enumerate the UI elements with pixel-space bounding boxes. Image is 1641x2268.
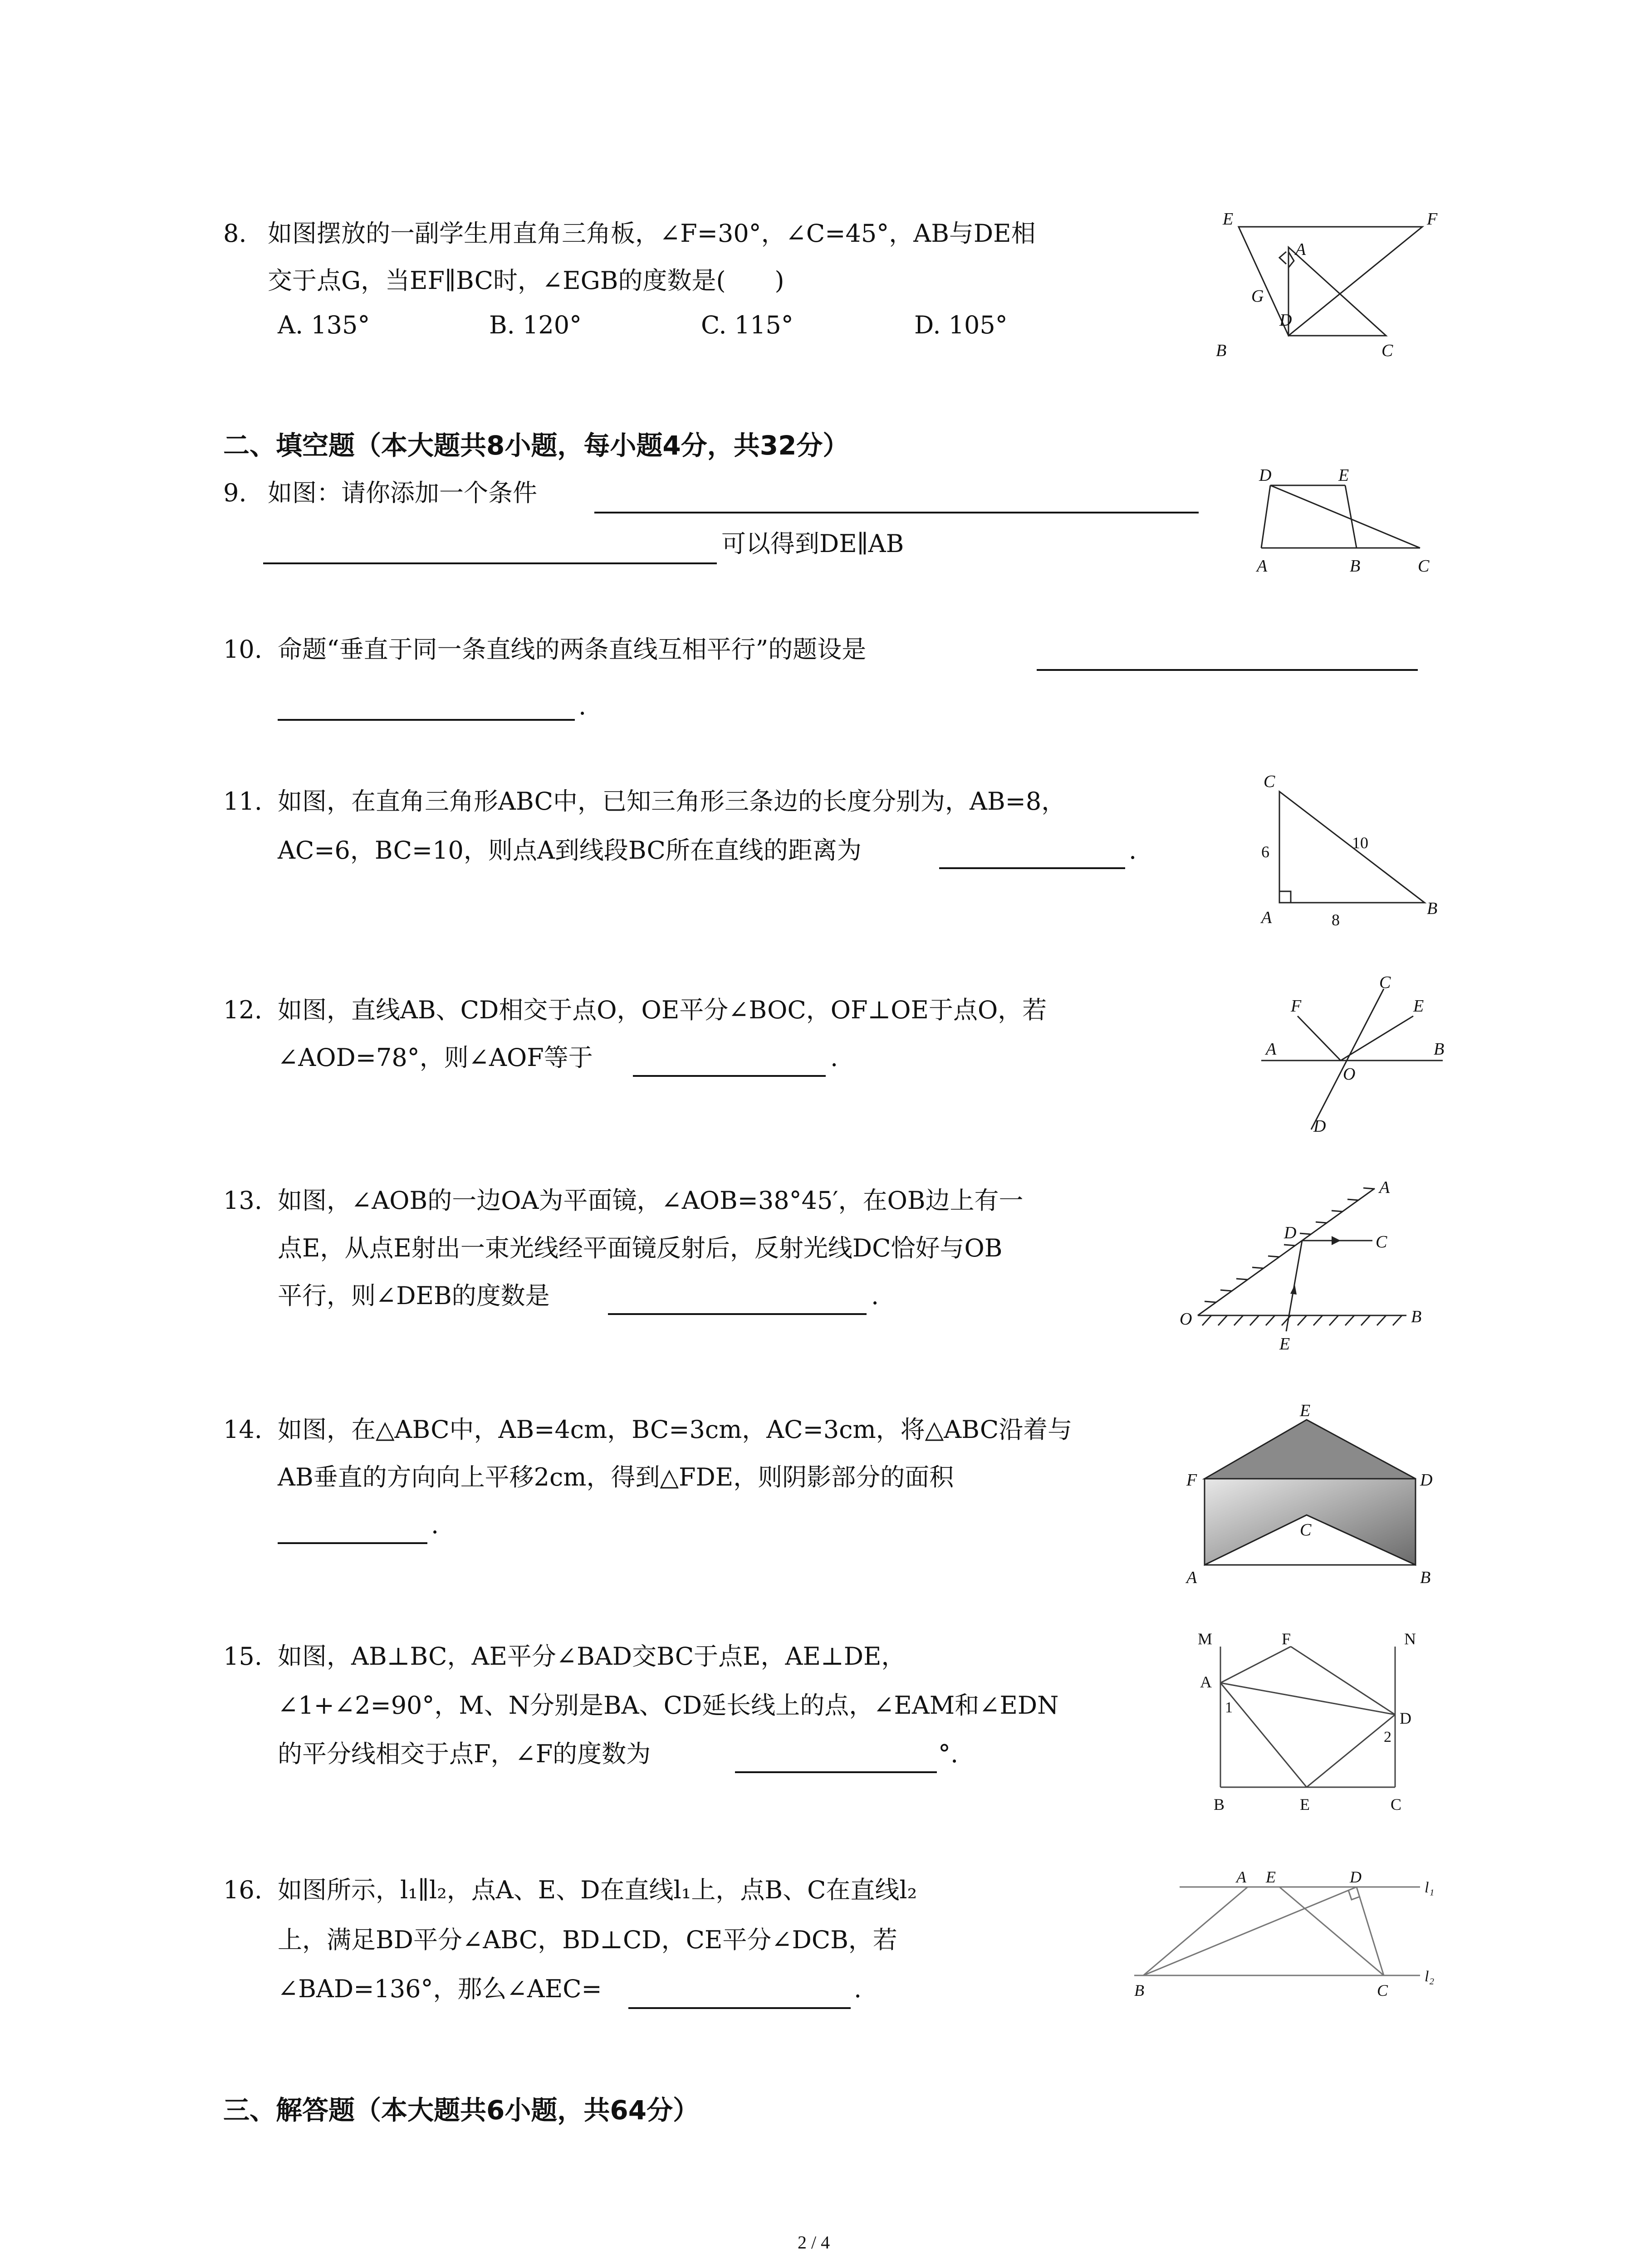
q12-label-b: B — [1434, 1040, 1445, 1059]
q9-label-c: C — [1418, 557, 1430, 576]
q9-line1: 如图：请你添加一个条件 — [268, 479, 537, 507]
q11-blank[interactable] — [939, 867, 1125, 869]
q15-label-e: E — [1300, 1795, 1310, 1813]
q12-label-e: E — [1413, 997, 1424, 1016]
q8-option-b: B. 120° — [489, 311, 582, 339]
section-2-heading: 二、填空题（本大题共8小题，每小题4分，共32分） — [223, 430, 849, 461]
q11-line2-suffix: . — [1129, 836, 1137, 865]
q11-label-a: A — [1261, 908, 1272, 927]
q12-number: 12. — [223, 996, 262, 1024]
q8-label-f: F — [1427, 210, 1438, 229]
q12-line1: 如图，直线AB、CD相交于点O，OE平分∠BOC，OF⊥OE于点O，若 — [278, 996, 1047, 1024]
q13-blank[interactable] — [608, 1313, 867, 1315]
q12-line2: ∠AOD=78°，则∠AOF等于 — [278, 1043, 593, 1072]
q14-label-c: C — [1300, 1520, 1312, 1540]
q11-line1: 如图，在直角三角形ABC中，已知三角形三条边的长度分别为，AB=8， — [278, 787, 1066, 816]
q14-line1: 如图，在△ABC中，AB=4cm，BC=3cm，AC=3cm，将△ABC沿着与 — [278, 1415, 1073, 1444]
q9-label-d: D — [1259, 466, 1272, 485]
q13-label-e: E — [1279, 1334, 1290, 1354]
q16-number: 16. — [223, 1876, 262, 1904]
q8-label-b: B — [1216, 341, 1227, 360]
q16-line2: 上，满足BD平分∠ABC，BD⊥CD，CE平分∠DCB，若 — [278, 1926, 897, 1954]
q14-label-f: F — [1186, 1471, 1197, 1490]
q12-label-f: F — [1291, 997, 1302, 1016]
q15-label-m: M — [1198, 1630, 1213, 1648]
q8-option-a: A. 135° — [278, 311, 370, 339]
q9-figure — [1243, 463, 1443, 581]
q11-label-8: 8 — [1332, 911, 1340, 929]
q8-label-e: E — [1223, 210, 1234, 229]
q8-figure — [1198, 204, 1452, 376]
q16-label-e: E — [1266, 1868, 1276, 1886]
q15-line2: ∠1+∠2=90°，M、N分别是BA、CD延长线上的点，∠EAM和∠EDN — [278, 1691, 1059, 1720]
q9-number: 9. — [223, 479, 247, 507]
q12-label-a: A — [1266, 1040, 1277, 1059]
q8-label-a: A — [1295, 240, 1306, 259]
q16-line3-suffix: . — [854, 1975, 862, 2003]
q14-label-e: E — [1300, 1401, 1311, 1420]
q13-line3: 平行，则∠DEB的度数是 — [278, 1281, 550, 1310]
q8-option-d: D. 105° — [914, 311, 1008, 339]
q16-line1: 如图所示，l₁∥l₂，点A、E、D在直线l₁上，点B、C在直线l₂ — [278, 1876, 917, 1904]
q16-label-a: A — [1236, 1868, 1246, 1886]
q9-label-e: E — [1338, 466, 1349, 485]
section-3-heading: 三、解答题（本大题共6小题，共64分） — [223, 2095, 700, 2126]
q11-figure — [1243, 767, 1452, 943]
q11-label-c: C — [1264, 772, 1275, 791]
q13-line3-suffix: . — [871, 1281, 879, 1310]
q10-blank-1[interactable] — [1037, 669, 1418, 671]
q15-line1: 如图，AB⊥BC，AE平分∠BAD交BC于点E，AE⊥DE， — [278, 1642, 906, 1671]
q13-line1: 如图，∠AOB的一边OA为平面镜，∠AOB=38°45′，在OB边上有一 — [278, 1186, 1024, 1215]
q12-label-o: O — [1343, 1065, 1356, 1084]
q15-label-n: N — [1404, 1630, 1416, 1648]
q12-line2-suffix: . — [830, 1043, 838, 1072]
q14-label-a: A — [1186, 1568, 1197, 1587]
q9-blank-1[interactable] — [594, 512, 1199, 513]
q15-label-b: B — [1214, 1795, 1225, 1813]
q15-figure — [1189, 1628, 1443, 1819]
q8-option-c: C. 115° — [701, 311, 794, 339]
q16-figure — [1125, 1864, 1452, 2009]
q10-line2-suffix: . — [578, 692, 587, 720]
q9-blank-2[interactable] — [263, 562, 717, 564]
q16-label-l1: l₁ — [1425, 1879, 1435, 1896]
q15-label-1: 1 — [1225, 1699, 1233, 1716]
q15-line3-suffix: °. — [938, 1740, 959, 1768]
q13-number: 13. — [223, 1186, 262, 1215]
q8-line1: 如图摆放的一副学生用直角三角板，∠F=30°，∠C=45°，AB与DE相 — [268, 219, 1036, 248]
q15-label-2: 2 — [1384, 1729, 1391, 1745]
q13-label-b: B — [1411, 1307, 1422, 1326]
q14-label-b: B — [1420, 1568, 1431, 1587]
q14-line2: AB垂直的方向向上平移2cm，得到△FDE，则阴影部分的面积 — [278, 1463, 954, 1491]
q8-line2: 交于点G，当EF∥BC时，∠EGB的度数是( ) — [268, 266, 784, 295]
q9-label-a: A — [1257, 557, 1268, 576]
q10-line1: 命题“垂直于同一条直线的两条直线互相平行”的题设是 — [278, 635, 867, 664]
q9-line2: 可以得到DE∥AB — [721, 529, 904, 558]
q13-label-a: A — [1379, 1178, 1390, 1197]
q15-blank[interactable] — [735, 1771, 937, 1773]
q11-label-6: 6 — [1261, 843, 1269, 861]
q9-label-b: B — [1350, 557, 1361, 576]
q8-label-d: D — [1279, 311, 1292, 330]
q15-label-c: C — [1391, 1795, 1402, 1813]
q16-blank[interactable] — [628, 2007, 851, 2009]
q13-label-o: O — [1180, 1310, 1192, 1329]
q14-figure — [1180, 1401, 1452, 1588]
q11-label-b: B — [1427, 899, 1438, 918]
q16-label-b: B — [1134, 1981, 1144, 1999]
q8-label-c: C — [1381, 341, 1393, 360]
q12-blank[interactable] — [633, 1075, 826, 1077]
q13-label-c: C — [1376, 1232, 1387, 1251]
q16-line3: ∠BAD=136°，那么∠AEC= — [278, 1975, 602, 2003]
q15-line3: 的平分线相交于点F，∠F的度数为 — [278, 1740, 651, 1768]
q15-label-d: D — [1400, 1709, 1411, 1727]
q11-label-10: 10 — [1352, 834, 1368, 852]
q16-label-l2: l₂ — [1425, 1968, 1435, 1985]
q13-line2: 点E，从点E射出一束光线经平面镜反射后，反射光线DC恰好与OB — [278, 1234, 1003, 1262]
q8-label-g: G — [1251, 287, 1264, 306]
q11-number: 11. — [223, 787, 262, 816]
q10-blank-2[interactable] — [278, 719, 575, 721]
q15-label-f: F — [1282, 1630, 1291, 1648]
q15-label-a: A — [1200, 1673, 1212, 1691]
q11-line2: AC=6，BC=10，则点A到线段BC所在直线的距离为 — [278, 836, 862, 865]
q16-label-d: D — [1350, 1868, 1362, 1886]
q12-figure — [1252, 975, 1461, 1139]
q13-label-d: D — [1284, 1223, 1297, 1242]
q13-figure — [1180, 1175, 1452, 1356]
q16-label-c: C — [1377, 1981, 1388, 1999]
q14-blank[interactable] — [278, 1542, 427, 1544]
q14-number: 14. — [223, 1415, 262, 1444]
q10-number: 10. — [223, 635, 262, 664]
page-number: 2 / 4 — [798, 2232, 830, 2253]
q15-number: 15. — [223, 1642, 262, 1671]
q14-line3-suffix: . — [431, 1510, 439, 1539]
q14-label-d: D — [1420, 1471, 1433, 1490]
q12-label-d: D — [1313, 1117, 1326, 1136]
q12-label-c: C — [1379, 973, 1391, 992]
q8-number: 8. — [223, 219, 247, 248]
